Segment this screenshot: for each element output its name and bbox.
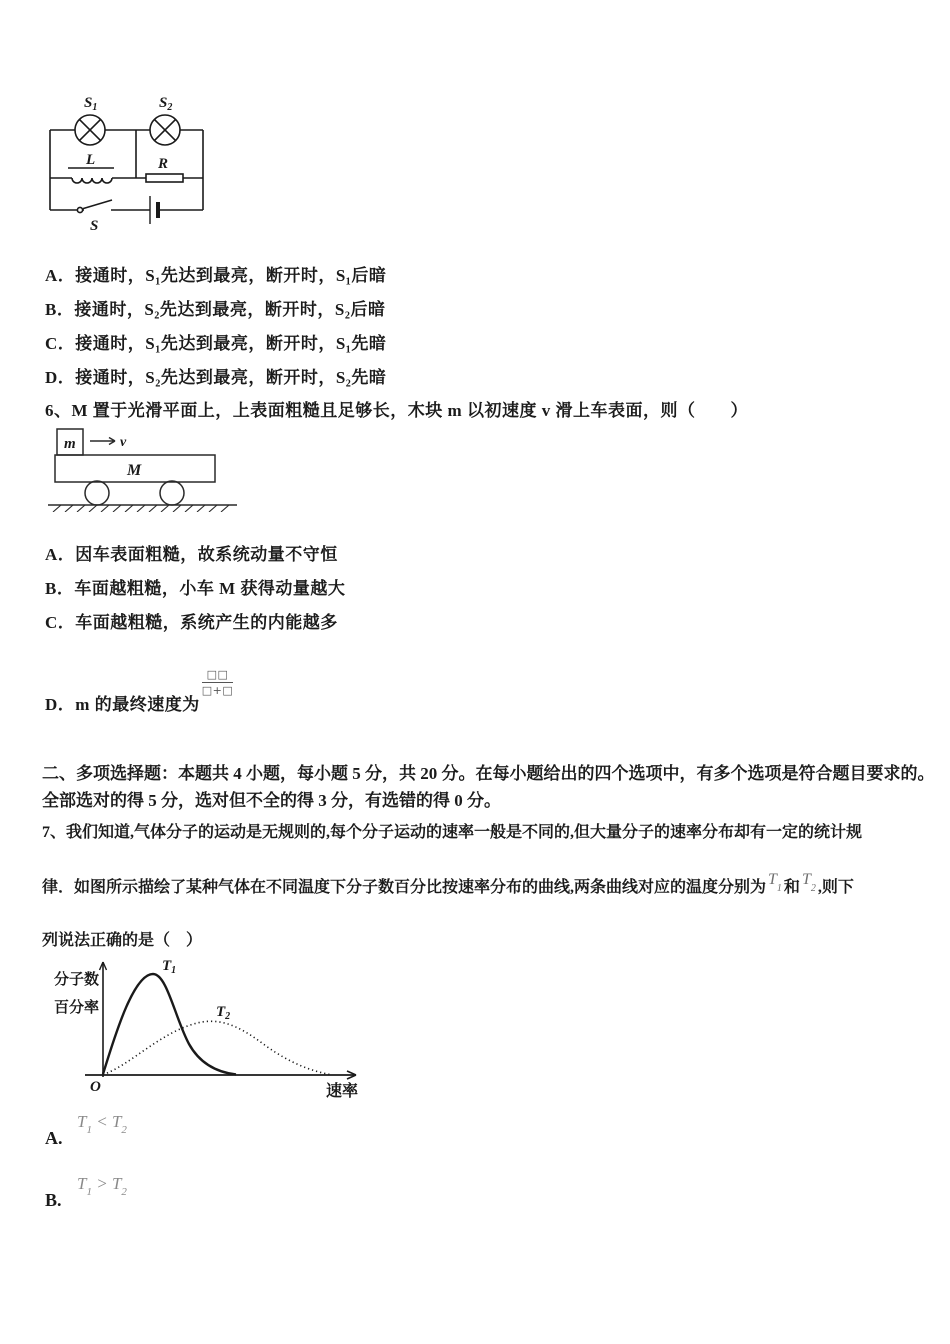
inductor-label: L — [86, 152, 96, 168]
q7-t2-inline: $T_2$ — [801, 871, 816, 895]
lamp-s1-cross — [79, 119, 100, 140]
q7-stem-line1: 7、我们知道,气体分子的运动是无规则的,每个分子运动的速率一般是不同的,但大量分子的速率分布却有一定的统计规 — [42, 824, 863, 841]
q5-option-b: B．接通时，S₂先达到最亮，断开时，S₂后暗 — [45, 300, 386, 319]
section2-header-line2: 全部选对的得 5 分，选对但不全的得 3 分，有选错的得 0 分。 — [42, 791, 501, 810]
switch-pivot — [77, 207, 82, 212]
cart-figure — [45, 424, 245, 512]
speed-distribution-chart — [50, 950, 390, 1102]
resistor-label: R — [158, 156, 169, 172]
velocity-arrow-icon — [90, 438, 115, 445]
q7-option-a-formula: $T_1 < T_2$ — [77, 1112, 127, 1137]
q6-option-a: A．因车表面粗糙，故系统动量不守恒 — [45, 545, 338, 564]
lamp-s2-cross — [154, 119, 175, 140]
lamp-s2-label: $S_2$ — [159, 95, 173, 113]
q7-stem-line2 — [42, 871, 854, 899]
q7-line2-pre: 律．如图所示描绘了某种气体在不同温度下分子数百分比按速率分布的曲线,两条曲线对应的温度分别为 — [42, 879, 767, 896]
cart-wheel-right — [160, 481, 184, 505]
q6-option-c: C．车面越粗糙，系统产生的内能越多 — [45, 613, 338, 632]
x-axis-label: 速率 — [326, 1083, 359, 1100]
q7-option-b-formula: $T_1 > T_2$ — [77, 1174, 127, 1199]
curve-t1-label: $T_1$ — [162, 958, 177, 976]
q7-option-b-label: B. — [45, 1190, 62, 1210]
curve-t2 — [103, 1021, 330, 1074]
curve-t2-label: $T_2$ — [216, 1004, 231, 1022]
block-m-label: m — [64, 436, 76, 452]
q5-option-a: A．接通时，S₁先达到最亮，断开时，S₁后暗 — [45, 266, 387, 285]
switch-label: S — [90, 218, 99, 234]
q6-stem: 6、M 置于光滑平面上，上表面粗糙且足够长，木块 m 以初速度 v 滑上车表面，则（ ） — [45, 401, 748, 420]
q6-option-d — [45, 668, 233, 715]
q6-option-d-fraction — [202, 668, 234, 697]
q7-option-a-label: A. — [45, 1128, 63, 1148]
q7-t1-inline: $T_1$ — [768, 871, 782, 895]
section2-header-line1: 二、多项选择题：本题共 4 小题，每小题 5 分，共 20 分。在每小题给出的四个选项中，有多个选项是符合题目要求的。 — [42, 764, 935, 783]
q6-option-b: B．车面越粗糙，小车 M 获得动量越大 — [45, 579, 346, 598]
curve-t1 — [103, 974, 236, 1075]
q7-stem-line3: 列说法正确的是（ ） — [42, 932, 203, 949]
origin-label: O — [90, 1079, 101, 1095]
y-axis-label-line2: 百分率 — [54, 1000, 100, 1016]
fraction-numerator: □□ — [202, 668, 234, 683]
q6-option-d-text: D．m 的最终速度为 — [45, 695, 200, 715]
fraction-denominator: □+□ — [201, 684, 234, 698]
switch-arm-icon — [83, 200, 112, 209]
lamp-s1-label: $S_1$ — [84, 95, 98, 113]
y-axis-label-line1: 分子数 — [54, 972, 100, 988]
q7-line2-mid: 和 — [783, 879, 800, 896]
q7-line2-post: ,则下 — [817, 879, 854, 896]
velocity-label: v — [120, 435, 127, 450]
inductor-coil-icon — [72, 178, 112, 183]
q5-option-c: C．接通时，S₁先达到最亮，断开时，S₁先暗 — [45, 334, 387, 353]
resistor-icon — [146, 174, 183, 182]
cart-wheel-left — [85, 481, 109, 505]
circuit-figure — [46, 90, 216, 240]
ground-hatching — [53, 505, 229, 512]
cart-M-label: M — [127, 462, 142, 479]
q5-option-d: D．接通时，S₂先达到最亮，断开时，S₂先暗 — [45, 368, 387, 387]
